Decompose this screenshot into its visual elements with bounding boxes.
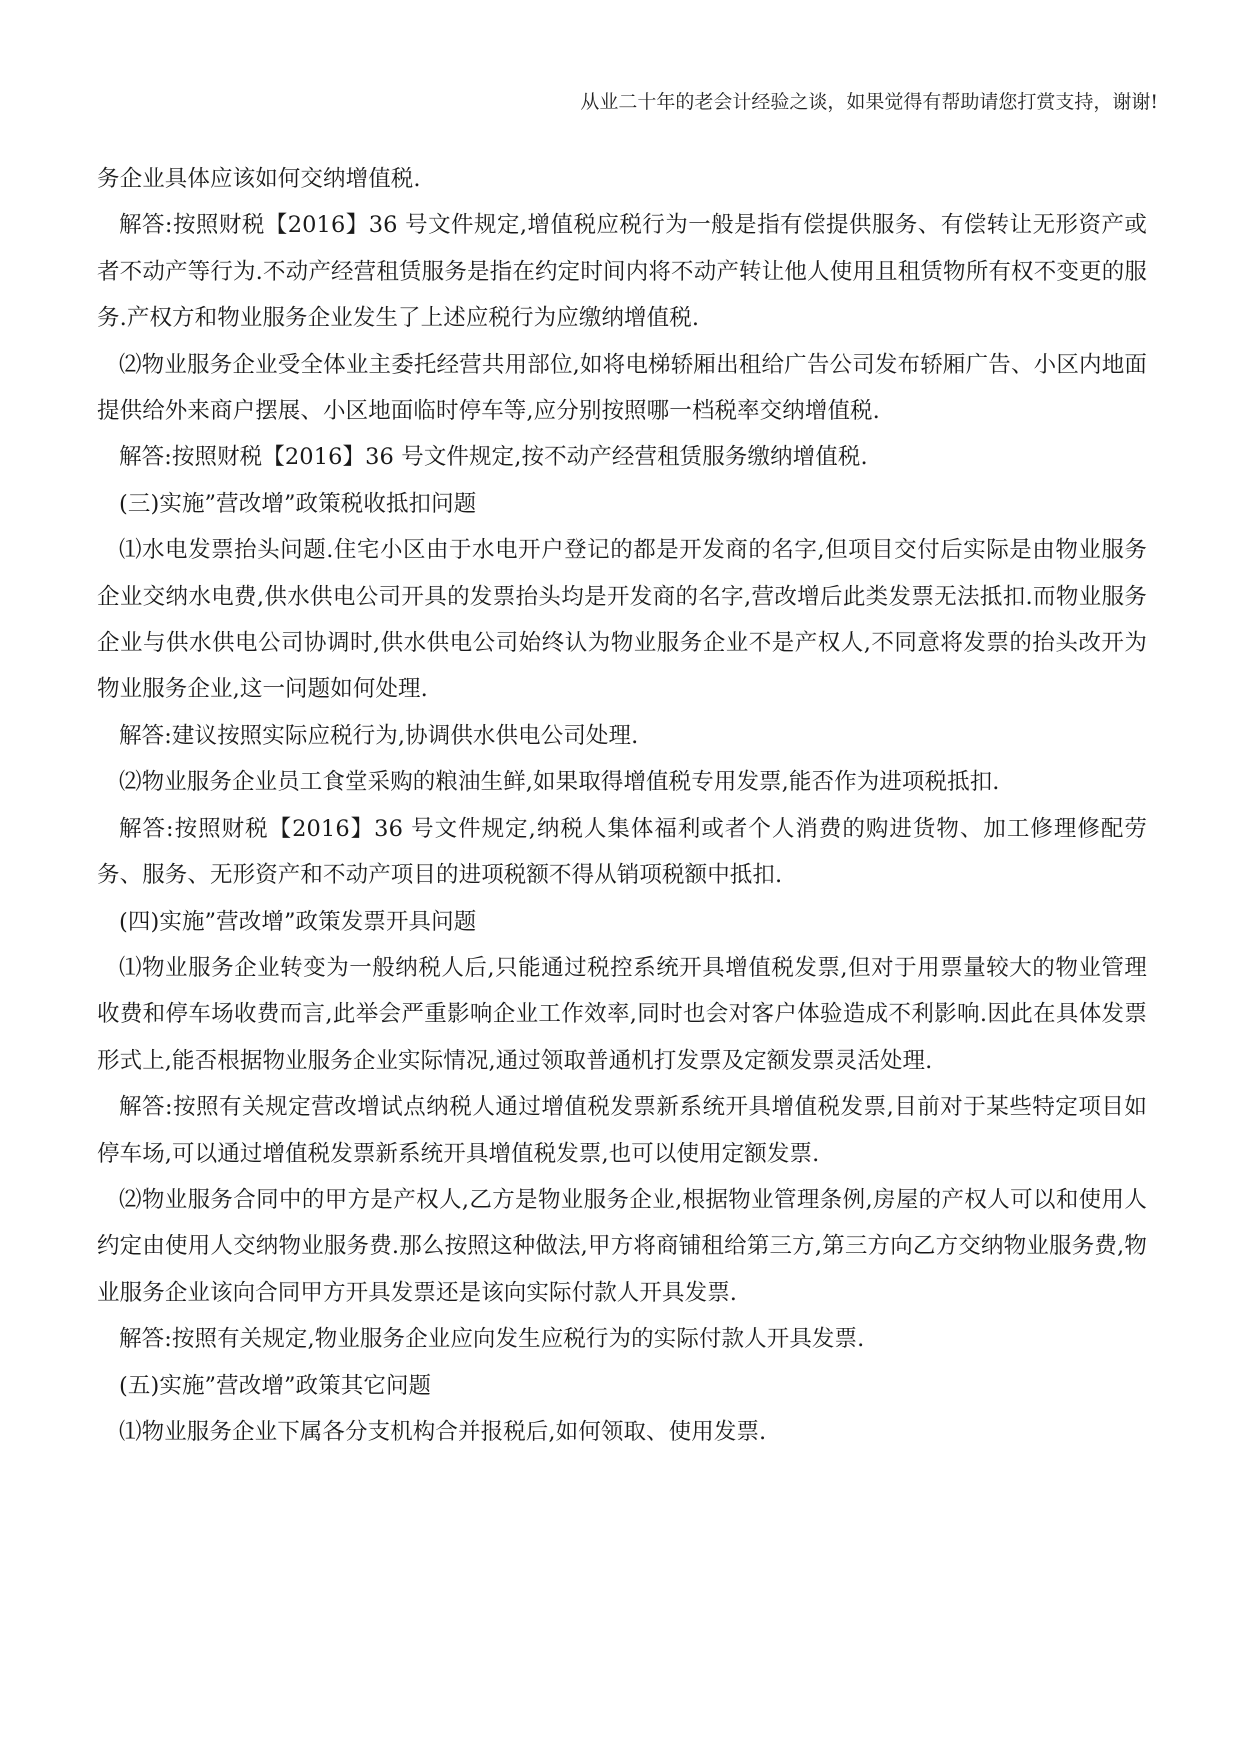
- paragraph: ⑵物业服务企业员工食堂采购的粮油生鲜,如果取得增值税专用发票,能否作为进项税抵扣.: [119, 769, 1000, 796]
- paragraph: 解答:按照有关规定营改增试点纳税人通过增值税发票新系统开具增值税发票,目前对于某些特定项目如停车场,可以通过增值税发票新系统开具增值税发票,也可以使用定额发票.: [97, 1094, 1147, 1167]
- paragraph: 解答:按照有关规定,物业服务企业应向发生应税行为的实际付款人开具发票.: [119, 1326, 865, 1353]
- running-header: 从业二十年的老会计经验之谈，如果觉得有帮助请您打赏支持，谢谢!: [580, 91, 1158, 113]
- paragraph: 务企业具体应该如何交纳增值税.: [97, 166, 421, 192]
- paragraph: 解答:按照财税【2016】36 号文件规定,按不动产经营租赁服务缴纳增值税.: [119, 444, 868, 471]
- paragraph: ⑴物业服务企业下属各分支机构合并报税后,如何领取、使用发票.: [119, 1418, 767, 1445]
- paragraph: ⑴物业服务企业转变为一般纳税人后,只能通过税控系统开具增值税发票,但对于用票量较大的物业管理收费和停车场收费而言,此举会严重影响企业工作效率,同时也会对客户体验造成不利影响.因此在具体发票形式上,能否根据物业服务企业实际情况,通过领取普通机打发票及定额发票灵活处理.: [97, 954, 1147, 1074]
- paragraph: ⑵物业服务合同中的甲方是产权人,乙方是物业服务企业,根据物业管理条例,房屋的产权人可以和使用人约定由使用人交纳物业服务费.那么按照这种做法,甲方将商铺租给第三方,第三方向乙方交纳物业服务费,物业服务企业该向合同甲方开具发票还是该向实际付款人开具发票.: [97, 1186, 1147, 1306]
- section-heading: (五)实施”营改增”政策其它问题: [119, 1372, 432, 1399]
- paragraph: 解答:按照财税【2016】36 号文件规定,增值税应税行为一般是指有偿提供服务、有偿转让无形资产或者不动产等行为.不动产经营租赁服务是指在约定时间内将不动产转让他人使用且租赁物所有权不变更的服务.产权方和物业服务企业发生了上述应税行为应缴纳增值税.: [97, 212, 1147, 332]
- paragraph: ⑴水电发票抬头问题.住宅小区由于水电开户登记的都是开发商的名字,但项目交付后实际是由物业服务企业交纳水电费,供水供电公司开具的发票抬头均是开发商的名字,营改增后此类发票无法抵扣.而物业服务企业与供水供电公司协调时,供水供电公司始终认为物业服务企业不是产权人,不同意将发票的抬头改开为物业服务企业,这一问题如何处理.: [97, 537, 1147, 703]
- paragraph: ⑵物业服务企业受全体业主委托经营共用部位,如将电梯轿厢出租给广告公司发布轿厢广告、小区内地面提供给外来商户摆展、小区地面临时停车等,应分别按照哪一档税率交纳增值税.: [97, 351, 1147, 425]
- body-text: [97, 156, 1147, 1455]
- paragraph: 解答:按照财税【2016】36 号文件规定,纳税人集体福利或者个人消费的购进货物、加工修理修配劳务、服务、无形资产和不动产项目的进项税额不得从销项税额中抵扣.: [97, 815, 1147, 889]
- section-heading: (四)实施”营改增”政策发票开具问题: [119, 908, 477, 935]
- section-heading: (三)实施”营改增”政策税收抵扣问题: [119, 490, 477, 517]
- paragraph: 解答:建议按照实际应税行为,协调供水供电公司处理.: [119, 722, 639, 749]
